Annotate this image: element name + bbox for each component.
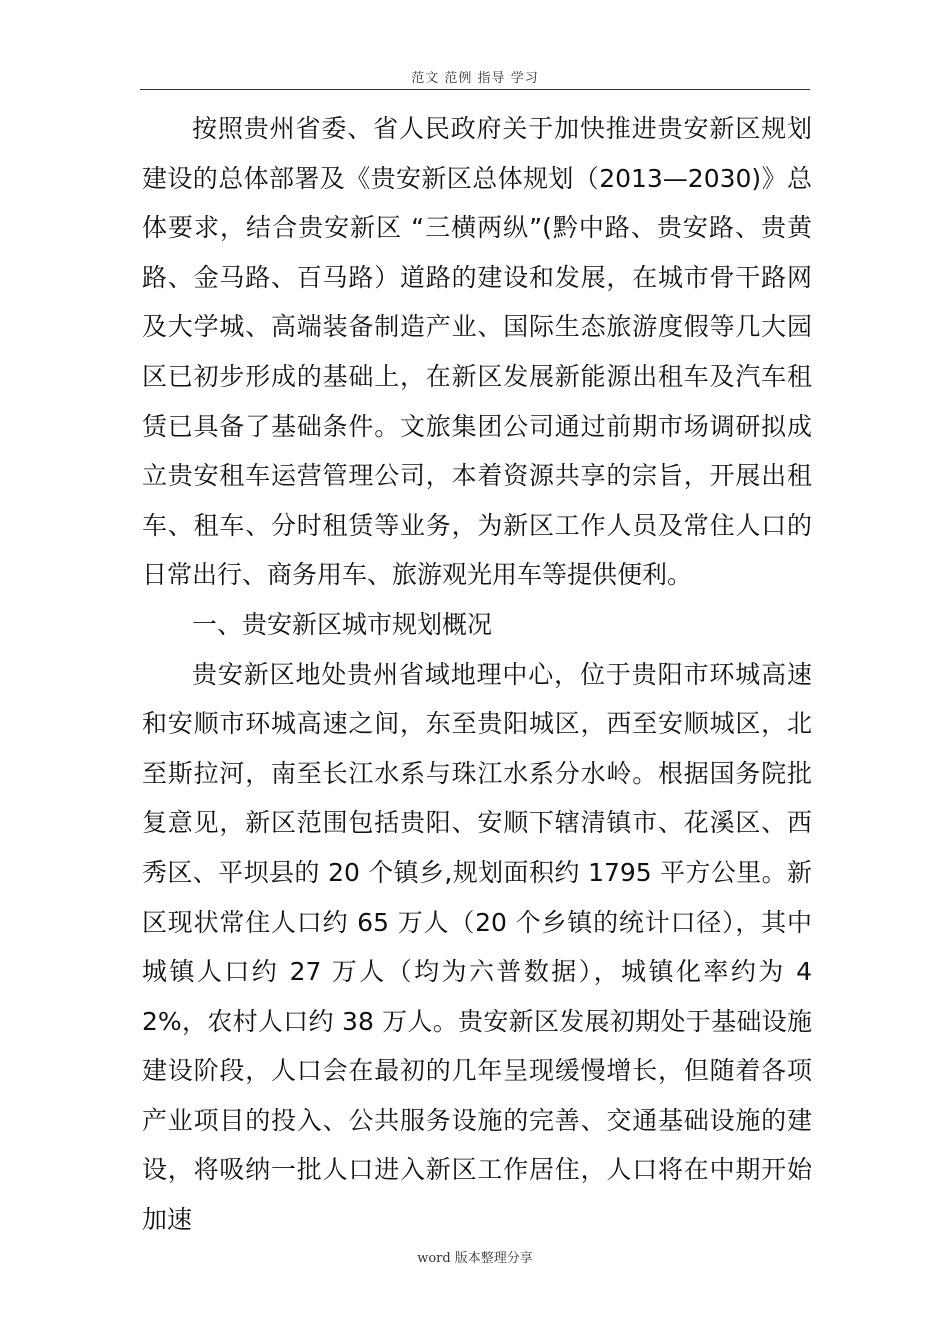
page-header: 范文 范例 指导 学习 [140,70,810,90]
document-body [142,104,812,1245]
page-footer: word 版本整理分享 [417,1251,533,1266]
paragraph-overview: 贵安新区地处贵州省域地理中心，位于贵阳市环城高速和安顺市环城高速之间，东至贵阳城区，西至安顺城区，北至斯拉河，南至长江水系与珠江水系分水岭。根据国务院批复意见，新区范围包括贵阳、安顺下辖清镇市、花溪区、西秀区、平坝县的 20 个镇乡,规划面积约 1795 平方公里。新区现状常住人口约 65 万人（20 个乡镇的统计口径），其中城镇人口约 27 万人（均为六普数据），城镇化率约为 42%，农村人口约 38 万人。贵安新区发展初期处于基础设施建设阶段，人口会在最初的几年呈现缓慢增长，但随着各项产业项目的投入、公共服务设施的完善、交通基础设施的建设，将吸纳一批人口进入新区工作居住，人口将在中期开始加速 [142,659,812,1235]
section-heading: 一、贵安新区城市规划概况 [192,609,493,639]
paragraph-intro: 按照贵州省委、省人民政府关于加快推进贵安新区规划建设的总体部署及《贵安新区总体规划（2013—2030)》总体要求，结合贵安新区 “三横两纵”(黔中路、贵安路、贵黄路、金马路、百马路）道路的建设和发展，在城市骨干路网及大学城、高端装备制造产业、国际生态旅游度假等几大园区已初步形成的基础上，在新区发展新能源出租车及汽车租赁已具备了基础条件。文旅集团公司通过前期市场调研拟成立贵安租车运营管理公司，本着资源共享的宗旨，开展出租车、租车、分时租赁等业务，为新区工作人员及常住人口的日常出行、商务用车、旅游观光用车等提供便利。 [142,114,812,590]
